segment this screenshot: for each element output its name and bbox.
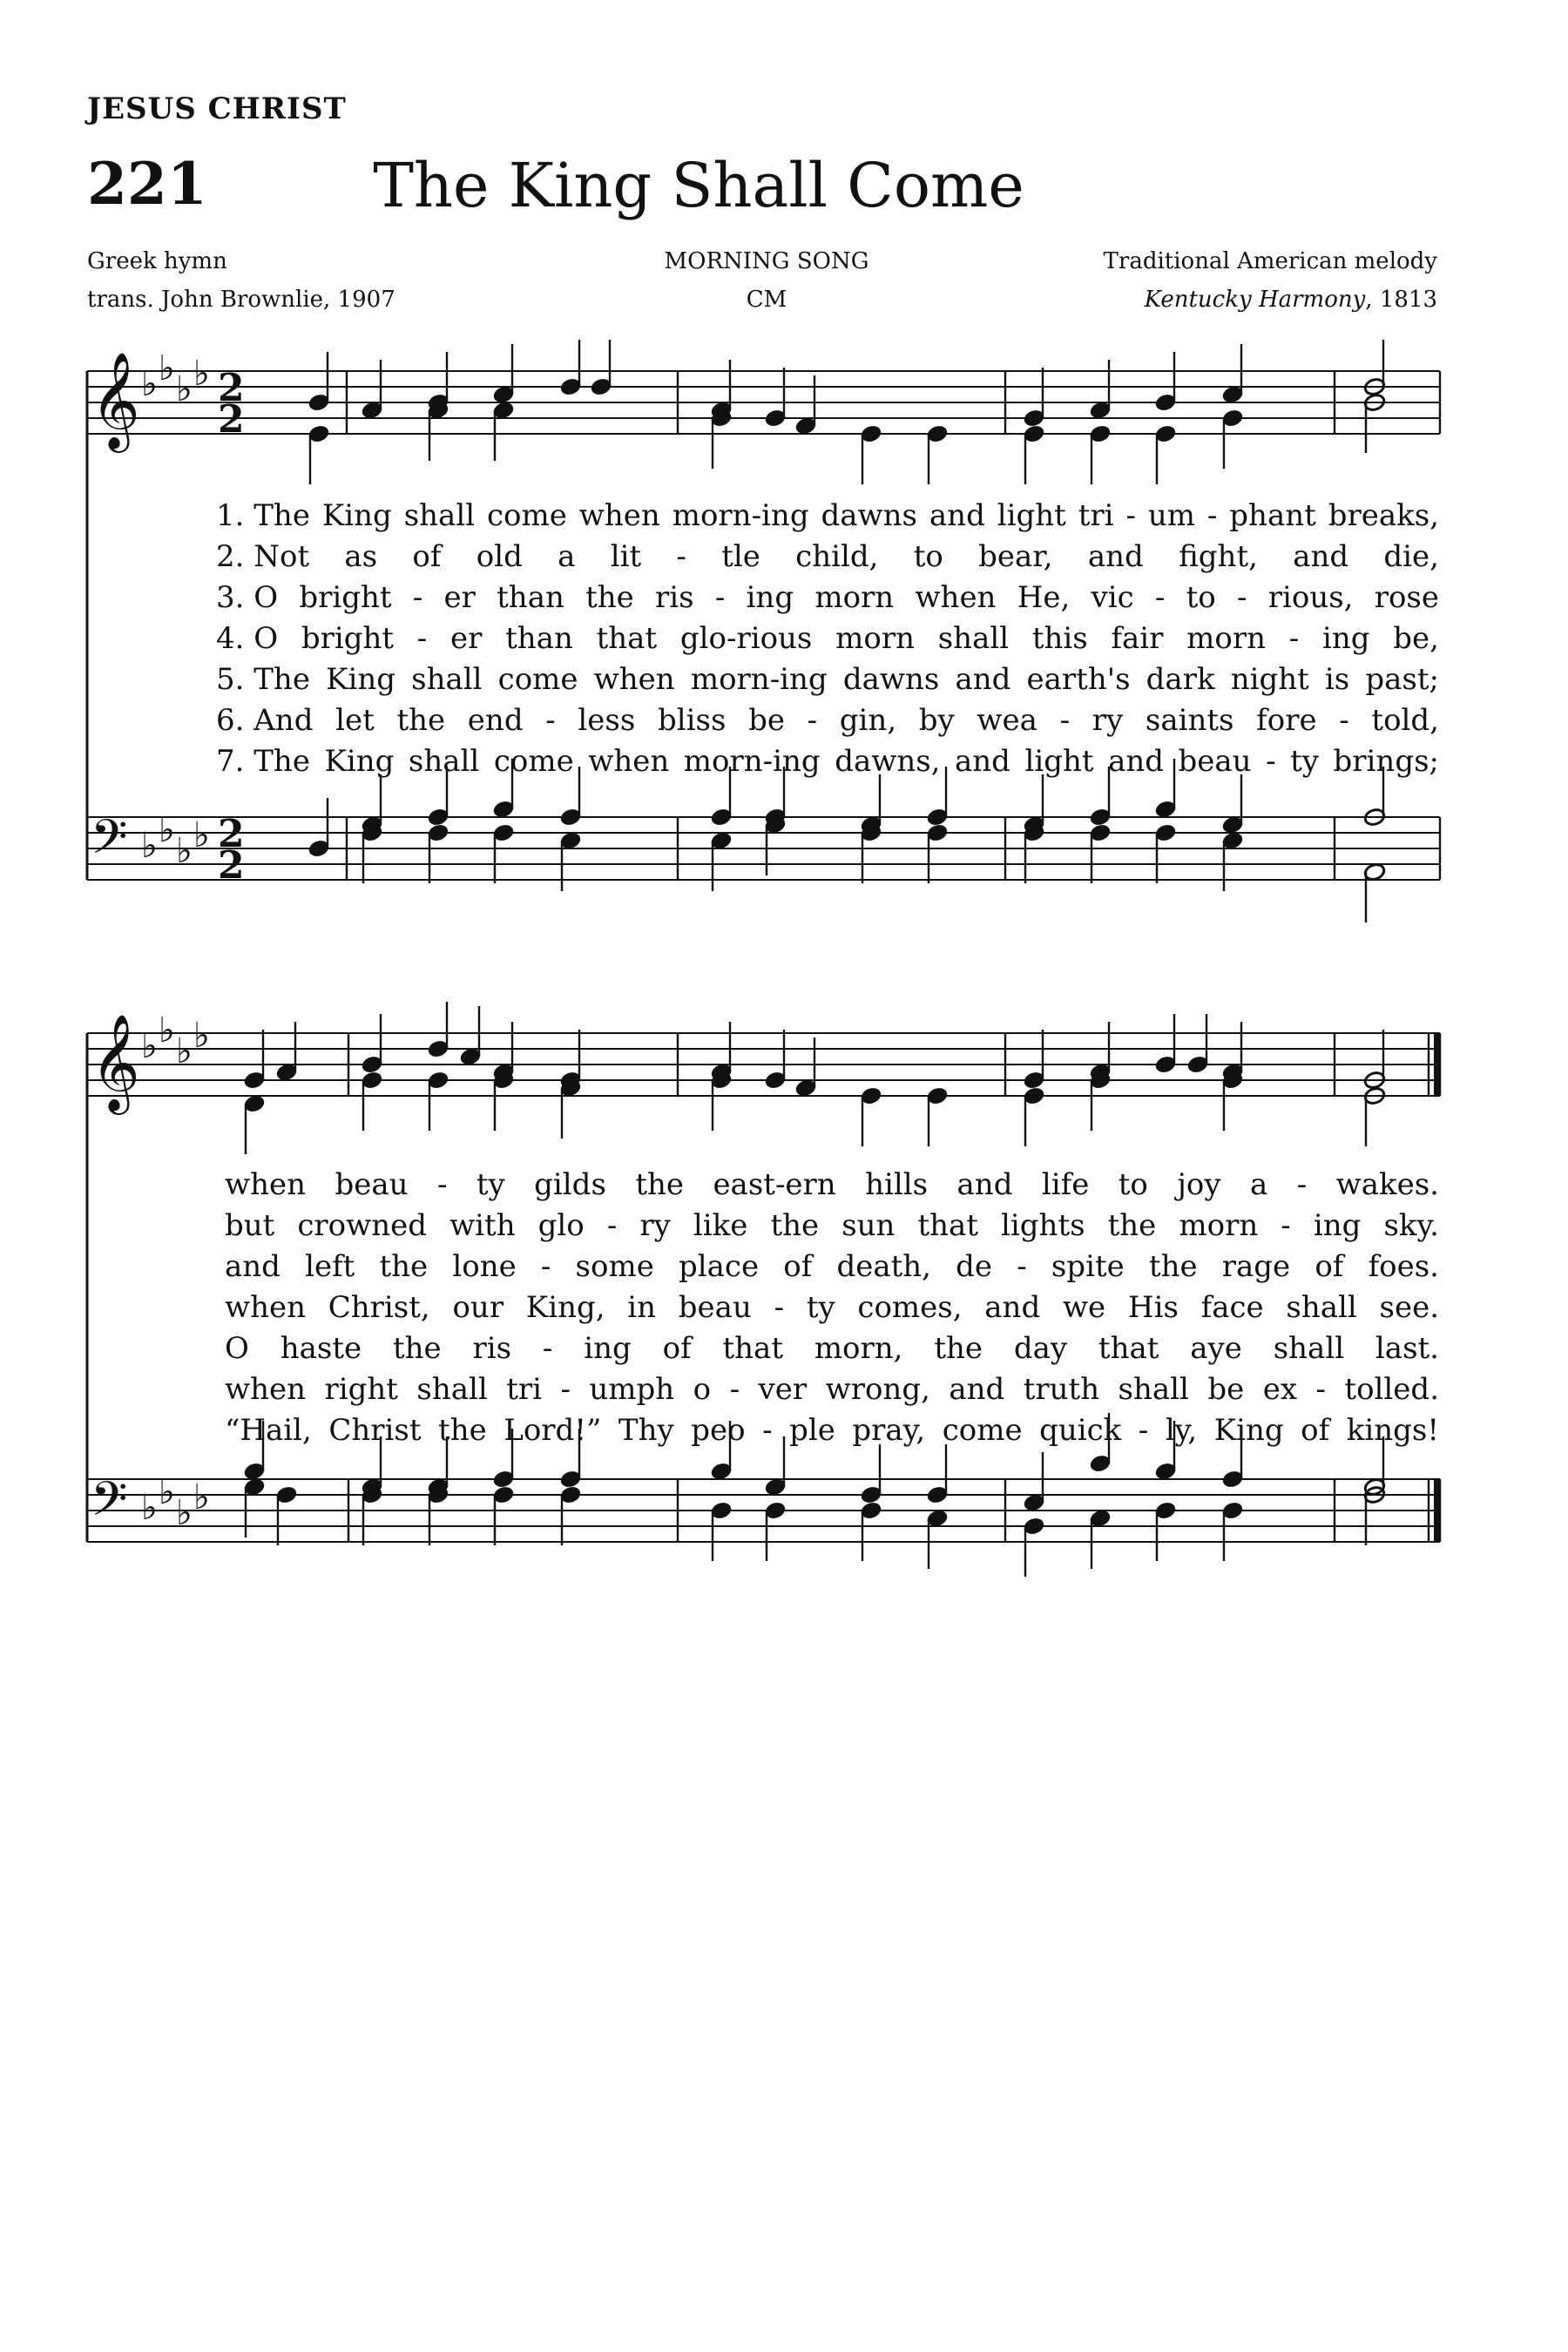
lyric-syllable: wrong,	[825, 1372, 930, 1407]
lyric-syllable: and	[1108, 744, 1164, 779]
lyric-syllable: truth	[1023, 1372, 1100, 1407]
flat-sign: ♭	[176, 831, 193, 871]
lyric-syllable: but	[225, 1208, 275, 1243]
lyric-syllable: tle	[721, 539, 760, 574]
lyric-syllable: let	[335, 703, 375, 738]
lyric-syllable: morn	[1179, 1208, 1259, 1243]
lyric-syllable: of	[1301, 1413, 1330, 1448]
lyric-syllable: tri	[1078, 498, 1114, 533]
lyric-syllable: beau	[678, 1290, 752, 1325]
lyric-syllable: phant	[1229, 498, 1316, 533]
lyric-syllable: light	[997, 498, 1066, 533]
lyric-syllable: -	[1236, 580, 1247, 615]
lyric-syllable: of	[1315, 1249, 1344, 1284]
lyric-syllable: haste	[280, 1331, 362, 1366]
lyric-syllable: hills	[865, 1167, 929, 1202]
lyric-syllable: when	[225, 1372, 307, 1407]
lyric-syllable: 4. O	[216, 621, 279, 656]
lyric-syllable: King	[324, 744, 395, 779]
lyric-syllable: shall	[403, 498, 476, 533]
verse-line	[216, 662, 1439, 703]
bass-clef-icon: 𝄢	[91, 809, 128, 876]
lyric-syllable: last.	[1375, 1331, 1439, 1366]
flat-sign: ♭	[159, 1010, 175, 1051]
lyric-syllable: -	[774, 1290, 785, 1325]
lyric-syllable: Thy	[618, 1413, 674, 1448]
lyric-syllable: -	[1206, 498, 1218, 533]
verse-line	[216, 580, 1439, 621]
lyric-syllable: -	[1138, 1413, 1149, 1448]
lyric-syllable: the	[1148, 1249, 1198, 1284]
lyric-syllable: shall	[1118, 1372, 1189, 1407]
lyric-syllable: glo	[537, 1208, 585, 1243]
lyric-syllable: shall	[408, 744, 480, 779]
lyric-syllable: and	[1293, 539, 1349, 574]
tune-source: Traditional American melody	[1103, 248, 1437, 274]
lyric-syllable: that	[1098, 1331, 1159, 1366]
lyric-syllable: bright	[301, 621, 395, 656]
lyric-syllable: told,	[1371, 703, 1439, 738]
lyric-syllable: ty	[1290, 744, 1319, 779]
lyric-syllable: ing	[1322, 621, 1370, 656]
lyric-syllable: crowned	[297, 1208, 428, 1243]
lyric-syllable: dark	[1146, 662, 1215, 697]
tune-collection-line	[1104, 280, 1437, 319]
time-signature-digit: 2	[218, 812, 245, 856]
lyric-syllable: left	[305, 1249, 355, 1284]
lyric-syllable: shall	[1286, 1290, 1357, 1325]
lyric-syllable: sun	[841, 1208, 896, 1243]
hymn-title: The King Shall Come	[373, 150, 1024, 221]
lyric-syllable: fore	[1256, 703, 1317, 738]
lyric-syllable: our	[452, 1290, 504, 1325]
lyric-syllable: -	[676, 539, 686, 574]
lyric-syllable: and	[949, 1372, 1005, 1407]
lyric-syllable: the	[438, 1413, 487, 1448]
lyric-syllable: light	[1024, 744, 1094, 779]
lyric-syllable: child,	[795, 539, 879, 574]
verse-line	[216, 539, 1439, 580]
verse-line	[225, 1290, 1439, 1331]
lyric-syllable: ex	[1262, 1372, 1298, 1407]
lyric-syllable: rose	[1374, 580, 1439, 615]
lyric-syllable: come	[486, 498, 567, 533]
lyric-syllable: King	[1213, 1413, 1284, 1448]
final-barline	[1434, 1479, 1441, 1542]
lyric-syllable: ris	[655, 580, 694, 615]
lyric-syllable: that	[596, 621, 658, 656]
lyric-syllable: the	[770, 1208, 820, 1243]
lyric-syllable: life	[1041, 1167, 1090, 1202]
lyric-syllable: ris	[472, 1331, 512, 1366]
lyric-syllable: when	[593, 662, 675, 697]
lyric-syllable: come	[493, 744, 574, 779]
lyric-syllable: old	[476, 539, 523, 574]
lyric-syllable: -	[1315, 1372, 1326, 1407]
lyric-syllable: ver	[758, 1372, 808, 1407]
flat-sign: ♭	[193, 1477, 210, 1517]
lyric-syllable: ty	[476, 1167, 505, 1202]
lyric-syllable: -	[1125, 498, 1136, 533]
flat-sign: ♭	[159, 1472, 175, 1512]
lyric-syllable: morn	[1186, 621, 1267, 656]
lyric-syllable: umph	[589, 1372, 675, 1407]
lyric-syllable: of	[412, 539, 442, 574]
lyric-syllable: that	[722, 1331, 783, 1366]
lyric-syllable: beau	[335, 1167, 409, 1202]
lyric-syllable: and	[955, 662, 1011, 697]
lyric-syllable: the	[585, 580, 634, 615]
flat-sign: ♭	[176, 1493, 193, 1533]
lyric-syllable: Christ	[328, 1413, 422, 1448]
lyric-syllable: rious,	[1267, 580, 1354, 615]
lyric-syllable: be	[748, 703, 785, 738]
lyric-syllable: than	[497, 580, 564, 615]
verse-line	[216, 744, 1439, 785]
lyric-syllable: -	[545, 703, 556, 738]
lyric-syllable: comes,	[857, 1290, 963, 1325]
verse-line	[216, 498, 1439, 539]
tune-collection: Kentucky Harmony	[1144, 287, 1366, 313]
verse-line	[225, 1167, 1439, 1208]
lyric-syllable: to	[913, 539, 943, 574]
lyric-syllable: breaks,	[1328, 498, 1439, 533]
lyric-syllable: wea	[977, 703, 1037, 738]
lyric-syllable: -	[542, 1331, 553, 1366]
lyric-syllable: pray,	[852, 1413, 926, 1448]
lyric-syllable: -	[606, 1208, 618, 1243]
tune-credits	[1104, 242, 1437, 319]
lyric-syllable: brings;	[1333, 744, 1439, 779]
lyric-syllable: vic	[1091, 580, 1134, 615]
lyric-syllable: death,	[836, 1249, 931, 1284]
lyric-syllable: be,	[1393, 621, 1439, 656]
lyric-syllable: the	[396, 703, 446, 738]
lyric-syllable: sky.	[1383, 1208, 1439, 1243]
lyric-syllable: rage	[1221, 1249, 1291, 1284]
lyric-syllable: be	[1207, 1372, 1245, 1407]
lyric-syllable: -	[412, 580, 423, 615]
lyric-syllable: than	[505, 621, 573, 656]
treble-clef-icon: 𝄞	[91, 1013, 140, 1111]
verse-line	[216, 703, 1439, 744]
hymn-number: 221	[87, 150, 207, 218]
section-heading: JESUS CHRIST	[87, 91, 347, 126]
lyric-syllable: -	[807, 703, 818, 738]
lyric-syllable: 1. The	[216, 498, 310, 533]
lyric-syllable: in	[627, 1290, 657, 1325]
lyric-syllable: wakes.	[1335, 1167, 1439, 1202]
text-credits	[87, 242, 395, 319]
lyric-syllable: that	[917, 1208, 978, 1243]
treble-clef-icon: 𝄞	[91, 351, 140, 449]
lyric-syllable: Christ,	[328, 1290, 430, 1325]
lyric-syllable: joy	[1177, 1167, 1221, 1202]
lyric-syllable: we	[1062, 1290, 1106, 1325]
flat-sign: ♭	[159, 348, 175, 389]
verse-line	[225, 1413, 1439, 1454]
lyric-syllable: ing	[584, 1331, 632, 1366]
lyric-syllable: -	[729, 1372, 740, 1407]
lyric-syllable: when	[225, 1290, 307, 1325]
lyric-syllable: of	[662, 1331, 692, 1366]
lyric-syllable: and	[984, 1290, 1041, 1325]
lyric-syllable: dawns	[821, 498, 917, 533]
lyric-syllable: ing	[746, 580, 794, 615]
lyric-syllable: earth's	[1026, 662, 1131, 697]
lyric-syllable: the	[379, 1249, 429, 1284]
lyric-syllable: -	[1281, 1208, 1291, 1243]
lyric-syllable: when	[915, 580, 997, 615]
verse-line	[225, 1331, 1439, 1372]
flat-sign: ♭	[141, 826, 158, 866]
lyric-syllable: and	[955, 744, 1010, 779]
flat-sign: ♭	[141, 364, 158, 404]
lyric-syllable: right	[324, 1372, 398, 1407]
flat-sign: ♭	[159, 810, 175, 850]
lyric-syllable: of	[783, 1249, 813, 1284]
lyric-syllable: o	[693, 1372, 712, 1407]
lyric-syllable: less	[578, 703, 636, 738]
lyric-syllable: lone	[452, 1249, 517, 1284]
lyric-syllable: and	[225, 1249, 280, 1284]
lyric-syllable: fight,	[1179, 539, 1258, 574]
lyric-syllable: bear,	[978, 539, 1053, 574]
lyric-syllable: place	[679, 1249, 760, 1284]
lyric-syllable: tri	[506, 1372, 542, 1407]
meter: CM	[746, 287, 787, 313]
time-signature-digit: 2	[218, 397, 245, 442]
lyric-syllable: 3. O	[216, 580, 279, 615]
lyric-syllable: the	[934, 1331, 983, 1366]
lyric-syllable: aye	[1190, 1331, 1242, 1366]
flat-sign: ♭	[141, 1026, 158, 1066]
lyric-syllable: 5. The	[216, 662, 310, 697]
tune-name: MORNING SONG	[664, 248, 869, 274]
lyric-syllable: east-ern	[713, 1167, 836, 1202]
lyric-syllable: this	[1031, 621, 1088, 656]
lyric-syllable: kings!	[1346, 1413, 1439, 1448]
lyric-syllable: -	[1017, 1249, 1027, 1284]
lyric-syllable: -	[714, 580, 726, 615]
verse-line	[225, 1372, 1439, 1413]
lyric-syllable: shall	[937, 621, 1010, 656]
time-signature-digit: 2	[218, 843, 245, 888]
lyric-syllable: shall	[416, 1372, 488, 1407]
lyric-syllable: shall	[1273, 1331, 1345, 1366]
lyric-syllable: to	[1118, 1167, 1148, 1202]
lyric-syllable: dawns	[842, 662, 940, 697]
flat-sign: ♭	[176, 369, 193, 409]
lyric-syllable: ly,	[1165, 1413, 1198, 1448]
translator-credit: trans. John Brownlie, 1907	[87, 287, 395, 313]
lyric-syllable: beau	[1178, 744, 1252, 779]
verses-system-1	[0, 498, 1568, 794]
verse-line	[225, 1249, 1439, 1290]
tune-info	[592, 242, 941, 319]
lyric-syllable: the	[392, 1331, 442, 1366]
verses-system-2	[0, 1167, 1568, 1463]
bass-clef-icon: 𝄢	[91, 1471, 128, 1538]
hymn-title-row	[0, 150, 1528, 221]
flat-sign: ♭	[193, 354, 210, 394]
lyric-syllable: -	[416, 621, 428, 656]
lyric-syllable: -	[436, 1167, 448, 1202]
lyric-syllable: -	[762, 1413, 773, 1448]
lyric-syllable: O	[225, 1331, 249, 1366]
lyric-syllable: end	[467, 703, 524, 738]
lyric-syllable: to	[1186, 580, 1216, 615]
lyric-syllable: when	[578, 498, 660, 533]
verse-line	[216, 621, 1439, 662]
flat-sign: ♭	[176, 1031, 193, 1071]
lyric-syllable: ry	[639, 1208, 671, 1243]
lyric-syllable: lights	[1001, 1208, 1085, 1243]
lyric-syllable: gilds	[534, 1167, 606, 1202]
lyric-syllable: face	[1200, 1290, 1264, 1325]
lyric-syllable: is	[1324, 662, 1350, 697]
lyric-syllable: night	[1230, 662, 1309, 697]
lyric-syllable: peo	[691, 1413, 746, 1448]
lyric-syllable: ry	[1092, 703, 1124, 738]
lyric-syllable: -	[540, 1249, 551, 1284]
lyric-syllable: 7. The	[216, 744, 310, 779]
lyric-syllable: spite	[1051, 1249, 1125, 1284]
lyric-syllable: as	[344, 539, 378, 574]
lyric-syllable: Lord!”	[504, 1413, 602, 1448]
lyric-syllable: ple	[789, 1413, 835, 1448]
lyric-syllable: see.	[1379, 1290, 1439, 1325]
lyric-syllable: morn	[814, 580, 895, 615]
lyric-syllable: tolled.	[1344, 1372, 1439, 1407]
lyric-syllable: King	[321, 498, 392, 533]
lyric-syllable: -	[1266, 744, 1276, 779]
lyric-syllable: and	[956, 1167, 1013, 1202]
lyric-syllable: morn-ing	[690, 662, 828, 697]
lyric-syllable: morn	[835, 621, 915, 656]
lyric-syllable: -	[1059, 703, 1071, 738]
lyric-syllable: 6. And	[216, 703, 314, 738]
verse-line	[225, 1208, 1439, 1249]
lyric-syllable: His	[1127, 1290, 1179, 1325]
lyric-syllable: um	[1147, 498, 1195, 533]
lyric-syllable: bliss	[657, 703, 727, 738]
lyric-syllable: some	[575, 1249, 654, 1284]
lyric-syllable: ing	[1313, 1208, 1362, 1243]
lyric-syllable: -	[560, 1372, 571, 1407]
lyric-syllable: de	[956, 1249, 993, 1284]
lyric-syllable: day	[1013, 1331, 1068, 1366]
lyric-syllable: He,	[1017, 580, 1071, 615]
lyric-syllable: when	[588, 744, 670, 779]
time-signature-digit: 2	[218, 366, 245, 410]
lyric-syllable: 2. Not	[216, 539, 310, 574]
flat-sign: ♭	[193, 1016, 210, 1056]
lyric-syllable: past;	[1365, 662, 1439, 697]
lyric-syllable: and	[929, 498, 985, 533]
lyric-syllable: King	[326, 662, 396, 697]
lyric-syllable: er	[443, 580, 476, 615]
lyric-syllable: die,	[1383, 539, 1439, 574]
final-barline	[1434, 1033, 1441, 1096]
lyric-syllable: er	[450, 621, 483, 656]
lyric-syllable: -	[1154, 580, 1166, 615]
lyric-syllable: -	[1288, 621, 1300, 656]
lyric-syllable: -	[1339, 703, 1349, 738]
lyric-syllable: quick	[1039, 1413, 1122, 1448]
lyric-syllable: ty	[806, 1290, 835, 1325]
lyric-syllable: lit	[610, 539, 642, 574]
flat-sign: ♭	[193, 815, 210, 855]
lyric-syllable: dawns,	[835, 744, 941, 779]
lyric-syllable: morn,	[814, 1331, 903, 1366]
text-author: Greek hymn	[87, 248, 227, 274]
lyric-syllable: a	[1250, 1167, 1268, 1202]
lyric-syllable: the	[1107, 1208, 1157, 1243]
lyric-syllable: King,	[525, 1290, 605, 1325]
lyric-syllable: gin,	[839, 703, 897, 738]
lyric-syllable: shall	[411, 662, 483, 697]
lyric-syllable: bright	[299, 580, 392, 615]
lyric-syllable: morn-ing	[672, 498, 809, 533]
lyric-syllable: with	[449, 1208, 516, 1243]
lyric-syllable: and	[1087, 539, 1144, 574]
lyric-syllable: a	[558, 539, 576, 574]
lyric-syllable: when	[225, 1167, 307, 1202]
lyric-syllable: come	[497, 662, 578, 697]
flat-sign: ♭	[141, 1488, 158, 1528]
lyric-syllable: the	[635, 1167, 685, 1202]
tune-year: , 1813	[1365, 287, 1437, 313]
lyric-syllable: saints	[1145, 703, 1234, 738]
lyric-syllable: come	[942, 1413, 1023, 1448]
lyric-syllable: foes.	[1368, 1249, 1439, 1284]
lyric-syllable: morn-ing	[683, 744, 821, 779]
lyric-syllable: -	[1296, 1167, 1308, 1202]
lyric-syllable: “Hail,	[225, 1413, 312, 1448]
lyric-syllable: glo-rious	[679, 621, 813, 656]
lyric-syllable: by	[918, 703, 955, 738]
lyric-syllable: fair	[1111, 621, 1164, 656]
lyric-syllable: like	[693, 1208, 748, 1243]
